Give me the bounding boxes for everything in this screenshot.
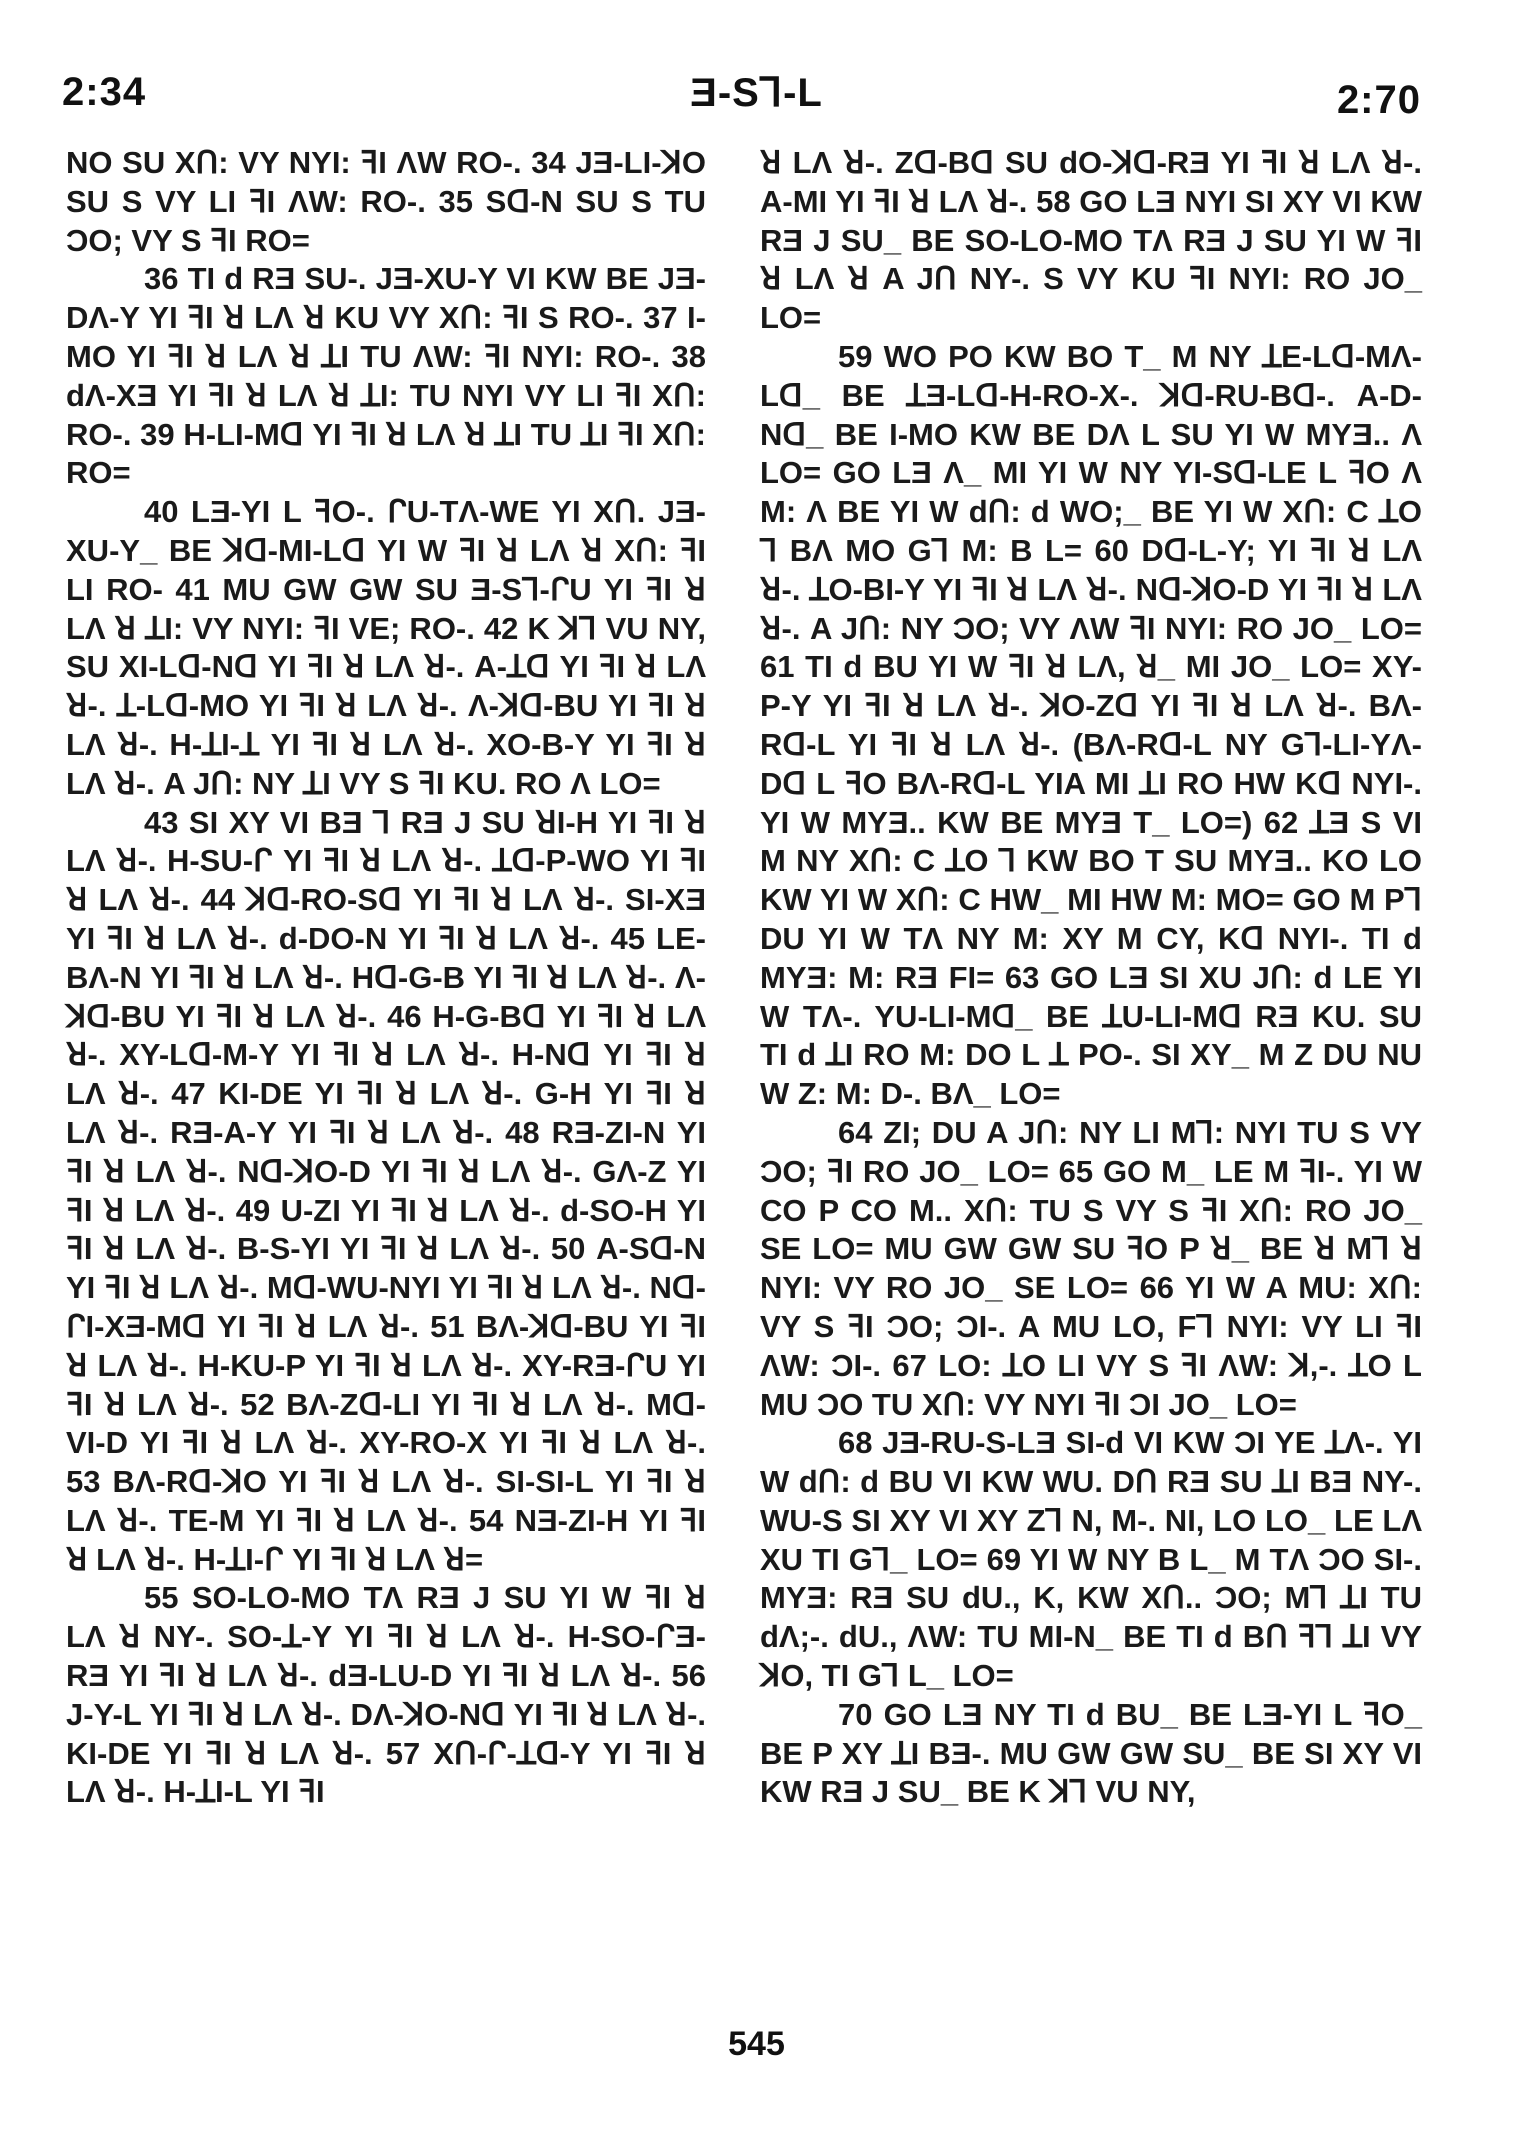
header-book-title: Ǝ-SꞀ-L: [690, 71, 823, 115]
right-text-column: [760, 144, 1422, 1812]
header-left-reference: 2:34: [62, 70, 147, 114]
left-paragraph-5: 55 SO-LO-MO TɅ RƎ J SU YI W ꟻI ꓤ LɅ ꓤ NY-. SO-ꓕ-Y YI ꟻI ꓤ LɅ ꓤ-. H-SO-ᒋƎ-RƎ YI ꟻI ꓤ LɅ ꓤ-. ԁƎ-LU-D YI ꟻI ꓤ LɅ ꓤ-. 56 J-Y-L YI ꟻI ꓤ LɅ ꓤ-. DɅ-ꓘO-Nᗡ YI ꟻI ꓤ LɅ ꓤ-. KI-DE YI ꟻI ꓤ LɅ ꓤ-. 57 XՈ-ᒋ-ꓕᗡ-Y YI ꟻI ꓤ LɅ ꓤ-. H-ꓕI-L YI ꟻI: [66, 1580, 706, 1810]
right-paragraph-3: 64 ZI; DU A JՈ: NY LI Mꓶ: NYI TU S VY ƆO; ꟻI RO JO_ LO= 65 GO M_ LE M ꟻI-. YI W CO P CO M.. XՈ: TU S VY S ꟻI XՈ: RO JO_ SE LO= MU GW GW SU ꟻO P ꓤ_ BE ꓤ Mꓶ ꓤ NYI: VY RO JO_ SE LO= 66 YI W A MU: XՈ: VY S ꟻI ƆO; ƆI-. A MU LO, Fꓶ NYI: VY LI ꟻI ɅW: ƆI-. 67 LO: ꓕO LI VY S ꟻI ɅW: ꓘ,-. ꓕO L MU ƆO TU XՈ: VY NYI ꟻI ƆI JO_ LO=: [760, 1114, 1422, 1422]
right-paragraph-5: 70 GO LƎ NY TI ԁ BU_ BE LƎ-YI L ꟻO_ BE P XY ꓕI BƎ-. MU GW GW SU_ BE SI XY VI KW RƎ J SU_ BE K ꓘꞀ VU NY,: [760, 1696, 1422, 1810]
left-paragraph-1: NO SU XՈ: VY NYI: ꟻI ɅW RO-. 34 JƎ-LI-ꓘO SU S VY LI ꟻI ɅW: RO-. 35 Sᗡ-N SU S TU ƆO; VY S ꟻI RO=: [66, 145, 706, 258]
left-paragraph-2: 36 TI ԁ RƎ SU-. JƎ-XU-Y VI KW BE JƎ-DɅ-Y YI ꟻI ꓤ LɅ ꓤ KU VY XՈ: ꟻI S RO-. 37 I-MO YI ꟻI ꓤ LɅ ꓤ ꓕI TU ɅW: ꟻI NYI: RO-. 38 ԁɅ-XƎ YI ꟻI ꓤ LɅ ꓤ ꓕI: TU NYI VY LI ꟻI XՈ: RO-. 39 H-LI-Mᗡ YI ꟻI ꓤ LɅ ꓤ ꓕI TU ꓕI ꟻI XՈ: RO=: [66, 261, 706, 491]
page-number: 545: [728, 2025, 785, 2063]
left-text-column: [66, 144, 706, 1812]
right-paragraph-1: ꓤ LɅ ꓤ-. Zᗡ-Bᗡ SU ԁO-ꓘᗡ-RƎ YI ꟻI ꓤ LɅ ꓤ-. A-MI YI ꟻI ꓤ LɅ ꓤ-. 58 GO LƎ NYI SI XY VI KW RƎ J SU_ BE SO-LO-MO TɅ RƎ J SU YI W ꟻI ꓤ LɅ ꓤ A JՈ NY-. S VY KU ꟻI NYI: RO JO_ LO=: [760, 145, 1422, 336]
right-paragraph-2: 59 WO PO KW BO T_ M NY ꓕE-Lᗡ-MɅ-Lᗡ_ BE ꓕƎ-Lᗡ-H-RO-X-. ꓘᗡ-RU-Bᗡ-. A-D-Nᗡ_ BE I-MO KW BE DɅ L SU YI W MYƎ.. Ʌ LO= GO LƎ Ʌ_ MI YI W NY YI-Sᗡ-LE L ꟻO Ʌ M: Ʌ BE YI W ԁՈ: ԁ WO;_ BE YI W XՈ: C ꓕO ꓶ BɅ MO Gꓶ M: B L= 60 Dᗡ-L-Y; YI ꟻI ꓤ LɅ ꓤ-. ꓕO-BI-Y YI ꟻI ꓤ LɅ ꓤ-. Nᗡ-ꓘO-D YI ꟻI ꓤ LɅ ꓤ-. A JՈ: NY ƆO; VY ɅW ꟻI NYI: RO JO_ LO= 61 TI ԁ BU YI W ꟻI ꓤ LɅ, ꓤ_ MI JO_ LO= XY-P-Y YI ꟻI ꓤ LɅ ꓤ-. ꓘO-Zᗡ YI ꟻI ꓤ LɅ ꓤ-. BɅ-Rᗡ-L YI ꟻI ꓤ LɅ ꓤ-. (BɅ-Rᗡ-L NY Gꓶ-LI-YɅ-Dᗡ L ꟻO BɅ-Rᗡ-L YIA MI ꓕI RO HW Kᗡ NYI-. YI W MYƎ.. KW BE MYƎ T_ LO=) 62 ꓕƎ S VI M NY XՈ: C ꓕO ꓶ KW BO T SU MYƎ.. KO LO KW YI W XՈ: C HW_ MI HW M: MO= GO M Pꓶ DU YI W TɅ NY M: XY M CY, Kᗡ NYI-. TI ԁ MYƎ: M: RƎ FI= 63 GO LƎ SI XU JՈ: ԁ LE YI W TɅ-. YU-LI-Mᗡ_ BE ꓕU-LI-Mᗡ RƎ KU. SU TI ԁ ꓕI RO M: DO L ꓕ PO-. SI XY_ M Z DU NU W Z: M: D-. BɅ_ LO=: [760, 338, 1422, 1112]
left-paragraph-4: 43 SI XY VI BƎ ꓶ RƎ J SU ꓤI-H YI ꟻI ꓤ LɅ ꓤ-. H-SU-ᒋ YI ꟻI ꓤ LɅ ꓤ-. ꓕᗡ-P-WO YI ꟻI ꓤ LɅ ꓤ-. 44 ꓘᗡ-RO-Sᗡ YI ꟻI ꓤ LɅ ꓤ-. SI-XƎ YI ꟻI ꓤ LɅ ꓤ-. ԁ-DO-N YI ꟻI ꓤ LɅ ꓤ-. 45 LE-BɅ-N YI ꟻI ꓤ LɅ ꓤ-. Hᗡ-G-B YI ꟻI ꓤ LɅ ꓤ-. Ʌ-ꓘᗡ-BU YI ꟻI ꓤ LɅ ꓤ-. 46 H-G-Bᗡ YI ꟻI ꓤ LɅ ꓤ-. XY-Lᗡ-M-Y YI ꟻI ꓤ LɅ ꓤ-. H-Nᗡ YI ꟻI ꓤ LɅ ꓤ-. 47 KI-DE YI ꟻI ꓤ LɅ ꓤ-. G-H YI ꟻI ꓤ LɅ ꓤ-. RƎ-A-Y YI ꟻI ꓤ LɅ ꓤ-. 48 RƎ-ZI-N YI ꟻI ꓤ LɅ ꓤ-. Nᗡ-ꓘO-D YI ꟻI ꓤ LɅ ꓤ-. GɅ-Z YI ꟻI ꓤ LɅ ꓤ-. 49 U-ZI YI ꟻI ꓤ LɅ ꓤ-. ԁ-SO-H YI ꟻI ꓤ LɅ ꓤ-. B-S-YI YI ꟻI ꓤ LɅ ꓤ-. 50 A-Sᗡ-N YI ꟻI ꓤ LɅ ꓤ-. Mᗡ-WU-NYI YI ꟻI ꓤ LɅ ꓤ-. Nᗡ-ᒋI-XƎ-Mᗡ YI ꟻI ꓤ LɅ ꓤ-. 51 BɅ-ꓘᗡ-BU YI ꟻI ꓤ LɅ ꓤ-. H-KU-P YI ꟻI ꓤ LɅ ꓤ-. XY-RƎ-ᒋU YI ꟻI ꓤ LɅ ꓤ-. 52 BɅ-Zᗡ-LI YI ꟻI ꓤ LɅ ꓤ-. Mᗡ-VI-D YI ꟻI ꓤ LɅ ꓤ-. XY-RO-X YI ꟻI ꓤ LɅ ꓤ-. 53 BɅ-Rᗡ-ꓘO YI ꟻI ꓤ LɅ ꓤ-. SI-SI-L YI ꟻI ꓤ LɅ ꓤ-. TE-M YI ꟻI ꓤ LɅ ꓤ-. 54 NƎ-ZI-H YI ꟻI ꓤ LɅ ꓤ-. H-ꓕI-ᒋ YI ꟻI ꓤ LɅ ꓤ=: [66, 804, 706, 1577]
header-right-reference: 2:70: [1336, 78, 1421, 122]
left-paragraph-3: 40 LƎ-YI L ꟻO-. ᒋU-TɅ-WE YI XՈ. JƎ-XU-Y_ BE ꓘᗡ-MI-Lᗡ YI W ꟻI ꓤ LɅ ꓤ XՈ: ꟻI LI RO- 41 MU GW GW SU Ǝ-SꞀ-ᒋU YI ꟻI ꓤ LɅ ꓤ ꓕI: VY NYI: ꟻI VE; RO-. 42 K ꓘꞀ VU NY, SU XI-Lᗡ-Nᗡ YI ꟻI ꓤ LɅ ꓤ-. A-ꓕᗡ YI ꟻI ꓤ LɅ ꓤ-. ꓕ-Lᗡ-MO YI ꟻI ꓤ LɅ ꓤ-. Ʌ-ꓘᗡ-BU YI ꟻI ꓤ LɅ ꓤ-. H-ꓕI-ꓕ YI ꟻI ꓤ LɅ ꓤ-. XO-B-Y YI ꟻI ꓤ LɅ ꓤ-. A JՈ: NY ꓕI VY S ꟻI KU. RO Ʌ LO=: [66, 494, 706, 801]
right-paragraph-4: 68 JƎ-RU-S-LƎ SI-ԁ VI KW ƆI YE ꓕɅ-. YI W ԁՈ: ԁ BU VI KW WU. DՈ RƎ SU ꓕI BƎ NY-. WU-S SI XY VI XY Zꓶ N, M-. NI, LO LO_ LE LɅ XU TI Gꓶ_ LO= 69 YI W NY B L_ M TɅ ƆO SI-. MYƎ: RƎ SU ԁU., K, KW XՈ.. ƆO; Mꓶ ꓕI TU ԁɅ;-. ԁU., ɅW: TU MI-N_ BE TI ԁ BՈ ꟻꓶ ꓕI VY ꓘO, TI Gꓶ L_ LO=: [760, 1425, 1422, 1694]
